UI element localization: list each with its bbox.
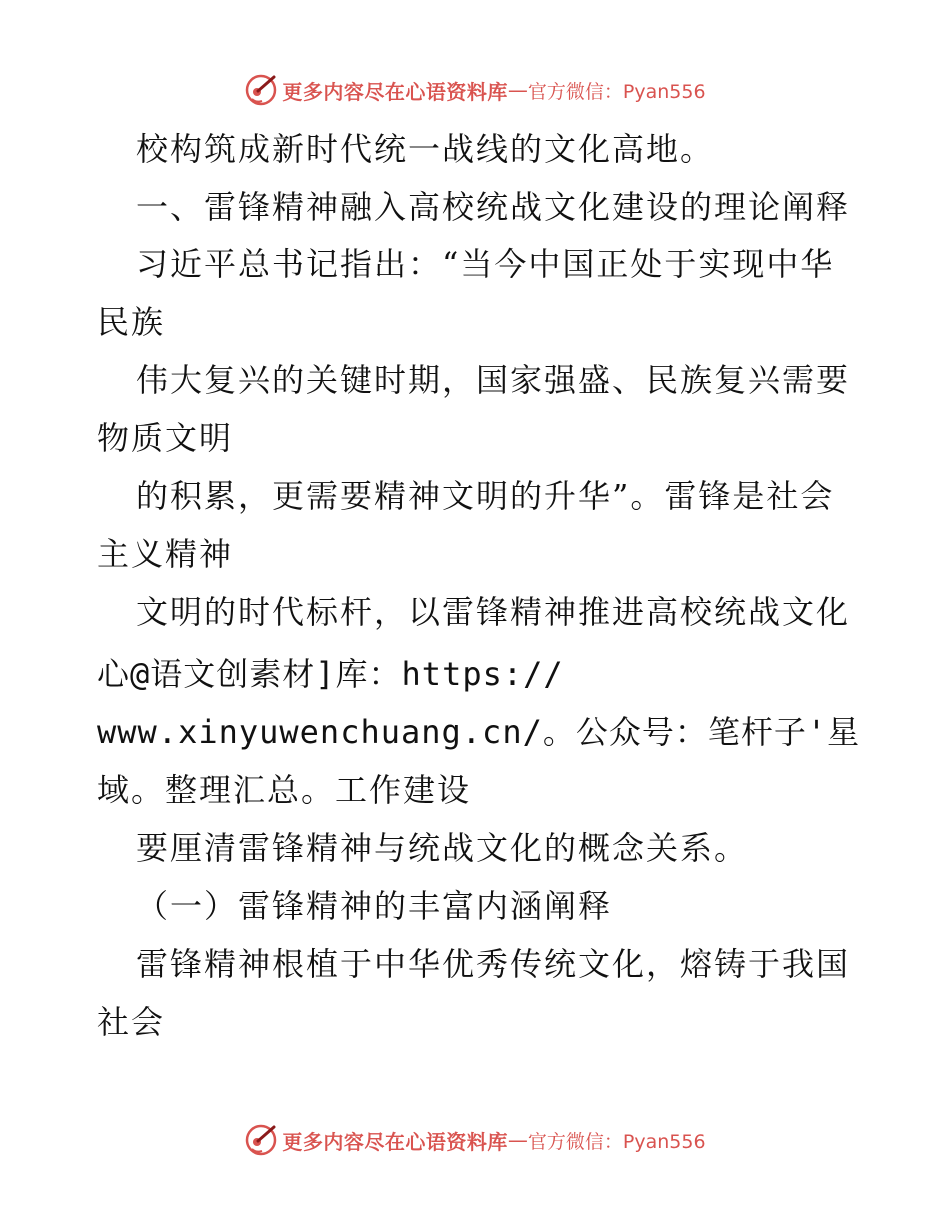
text-line: 雷锋精神根植于中华优秀传统文化，熔铸于我国 xyxy=(136,945,851,983)
banner-separator: — xyxy=(507,78,528,102)
footer-banner xyxy=(0,1120,950,1160)
banner-title: 更多内容尽在心语资料库 xyxy=(282,79,508,104)
text-line: 文明的时代标杆，以雷锋精神推进高校统战文化 xyxy=(136,593,851,631)
text-line: 伟大复兴的关键时期，国家强盛、民族复兴需要 xyxy=(136,361,851,399)
section-heading: 一、雷锋精神融入高校统战文化建设的理论阐释 xyxy=(136,188,851,226)
banner-wechat: 官方微信：Pyan556 xyxy=(527,80,706,103)
text-line: 主义精神 xyxy=(97,535,234,573)
text-line: 习近平总书记指出：“当今中国正处于实现中华 xyxy=(136,245,835,283)
text-line: 要厘清雷锋精神与统战文化的概念关系。 xyxy=(136,829,749,867)
banner-wechat: 官方微信：Pyan556 xyxy=(527,1130,706,1153)
brush-logo-icon xyxy=(244,1123,278,1157)
banner-title: 更多内容尽在心语资料库 xyxy=(282,1129,508,1154)
text-line: 校构筑成新时代统一战线的文化高地。 xyxy=(136,130,715,168)
text-line: 民族 xyxy=(97,303,166,341)
text-line: 域。整理汇总。工作建设 xyxy=(97,771,472,809)
subsection-heading: （一）雷锋精神的丰富内涵阐释 xyxy=(136,887,613,925)
watermark-line: 心@语文创素材]库：https:// xyxy=(97,655,564,693)
text-line: 物质文明 xyxy=(97,419,234,457)
banner-separator: — xyxy=(507,1128,528,1152)
text-line: 的积累，更需要精神文明的升华”。雷锋是社会 xyxy=(136,477,835,515)
text-line: 社会 xyxy=(97,1003,166,1041)
watermark-line: www.xinyuwenchuang.cn/。公众号：笔杆子'星 xyxy=(97,713,861,751)
